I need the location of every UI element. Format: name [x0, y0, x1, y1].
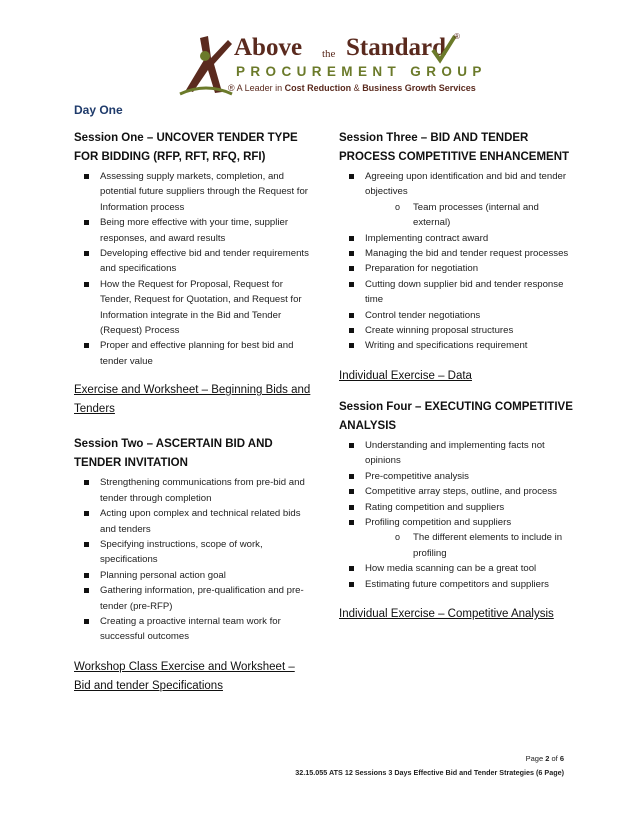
list-item: Competitive array steps, outline, and process	[339, 484, 577, 499]
company-logo	[178, 30, 487, 96]
session-three-title: Session Three – BID AND TENDER PROCESS COMPETITIVE ENHANCEMENT	[339, 132, 570, 163]
list-item: Strengthening communications from pre-bid and tender through completion	[74, 475, 312, 506]
day-heading: Day One	[74, 103, 123, 117]
logo-procurement-group: PROCUREMENT GROUP	[236, 64, 487, 79]
list-item: Estimating future competitors and suppliers	[339, 577, 577, 592]
logo-tagline: ® A Leader in Cost Reduction & Business Growth Services	[228, 83, 476, 93]
logo-figure-icon	[178, 30, 234, 96]
course-code: 32.15.055 ATS 12 Sessions 3 Days Effective Bid and Tender Strategies (6 Page)	[295, 768, 564, 777]
sub-list	[365, 200, 577, 231]
list-item: Implementing contract award	[339, 231, 577, 246]
list-item: Writing and specifications requirement	[339, 338, 577, 353]
list-item: Assessing supply markets, completion, and potential future suppliers through the Request for Information process	[74, 169, 312, 215]
session-four-list	[339, 438, 577, 592]
page-number: Page 2 of 6	[525, 754, 564, 763]
exercise-one: Exercise and Worksheet – Beginning Bids and Tenders	[74, 384, 311, 416]
session-three-list	[339, 169, 577, 354]
sub-list-item: o The different elements to include in profiling	[365, 530, 577, 561]
list-item: Cutting down supplier bid and tender response time	[339, 277, 577, 308]
session-one-list	[74, 169, 312, 369]
list-item: Create winning proposal structures	[339, 323, 577, 338]
logo-word-standard: Standard	[346, 34, 447, 61]
list-item: Agreeing upon identification and bid and tender objectives o Team processes (internal and external)	[339, 169, 577, 231]
sub-list-item: o Team processes (internal and external)	[365, 200, 577, 231]
right-column	[339, 129, 577, 624]
list-item: Developing effective bid and tender requirements and specifications	[74, 246, 312, 277]
list-item: Acting upon complex and technical related bids and tenders	[74, 506, 312, 537]
exercise-three: Individual Exercise – Data	[339, 369, 472, 382]
session-four-title: Session Four – EXECUTING COMPETITIVE ANALYSIS	[339, 400, 573, 432]
session-two-title: Session Two – ASCERTAIN BID AND TENDER INVITATION	[74, 438, 273, 470]
list-item: Being more effective with your time, supplier responses, and award results	[74, 215, 312, 246]
list-item: Rating competition and suppliers	[339, 500, 577, 515]
list-item: Preparation for negotiation	[339, 261, 577, 276]
list-item: Managing the bid and tender request processes	[339, 246, 577, 261]
list-item: Gathering information, pre-qualification and pre-tender (pre-RFP)	[74, 583, 312, 614]
left-column	[74, 129, 312, 696]
list-item: Planning personal action goal	[74, 568, 312, 583]
list-item: Specifying instructions, scope of work, specifications	[74, 537, 312, 568]
list-item: How media scanning can be a great tool	[339, 561, 577, 576]
logo-registered-mark: ®	[454, 32, 460, 41]
list-item: Control tender negotiations	[339, 308, 577, 323]
list-item: Profiling competition and suppliers o The different elements to include in profiling	[339, 515, 577, 561]
exercise-four: Individual Exercise – Competitive Analysis	[339, 607, 554, 620]
list-item: How the Request for Proposal, Request for Tender, Request for Quotation, and Request for Information integrate in the Bid and Tender (Request) Process	[74, 277, 312, 339]
logo-word-the: the	[322, 48, 336, 60]
exercise-two: Workshop Class Exercise and Worksheet – Bid and tender Specifications	[74, 660, 295, 692]
list-item: Pre-competitive analysis	[339, 469, 577, 484]
sub-list	[365, 530, 577, 561]
list-item: Understanding and implementing facts not opinions	[339, 438, 577, 469]
session-one-title: Session One – UNCOVER TENDER TYPE FOR BIDDING (RFP, RFT, RFQ, RFI)	[74, 132, 298, 163]
list-item: Creating a proactive internal team work for successful outcomes	[74, 614, 312, 645]
session-two-list	[74, 475, 312, 644]
logo-word-above: Above	[234, 34, 303, 61]
list-item: Proper and effective planning for best bid and tender value	[74, 338, 312, 369]
